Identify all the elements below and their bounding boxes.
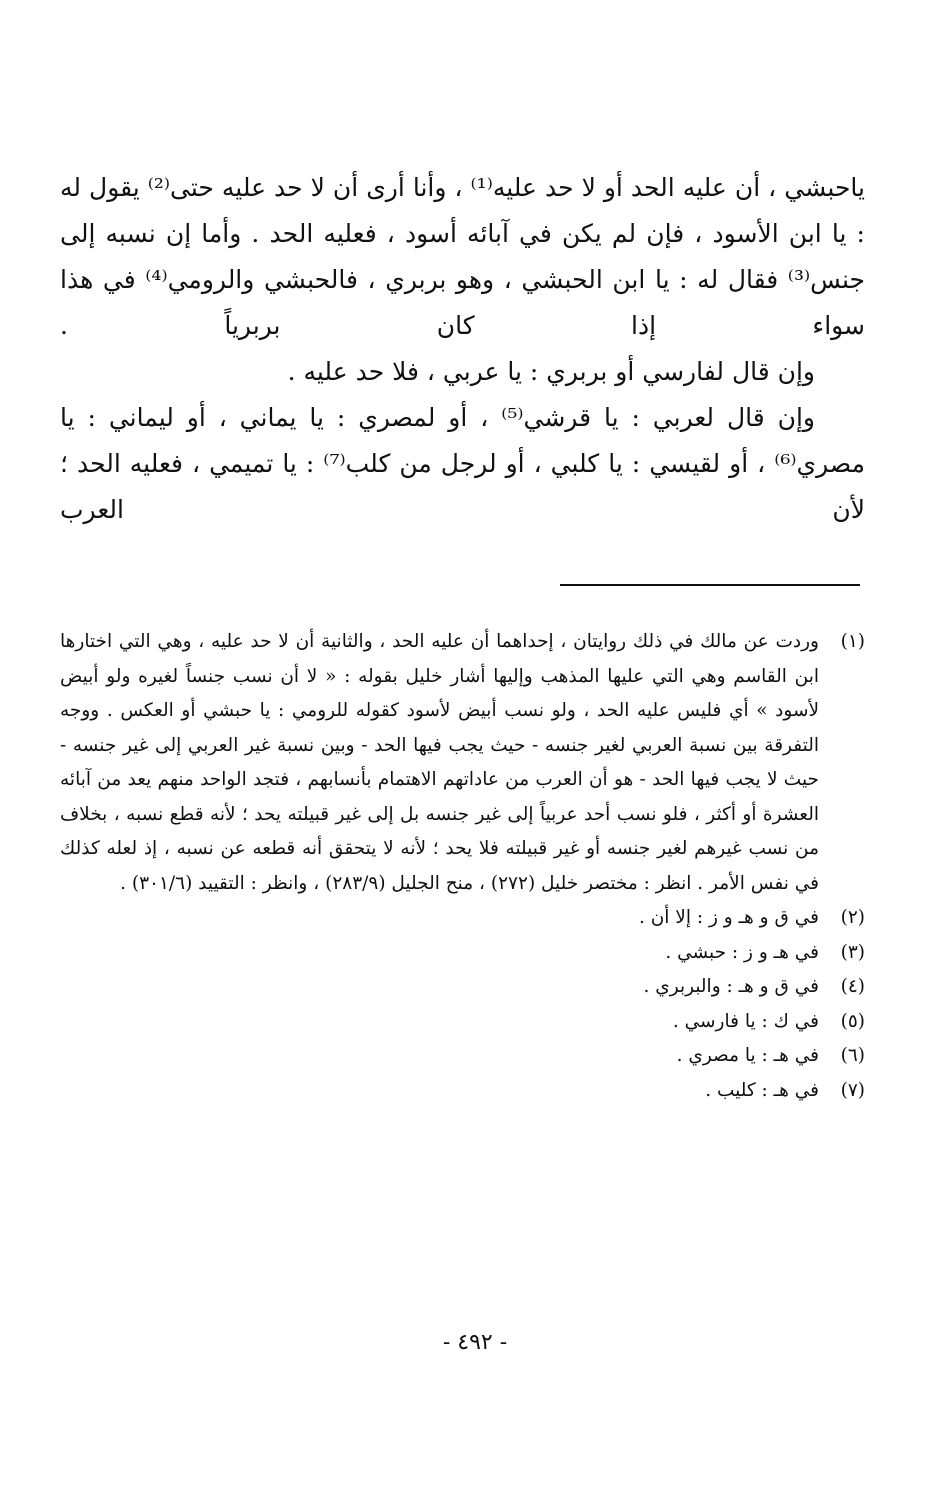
footnotes bbox=[60, 625, 865, 1108]
footnote-5 bbox=[60, 1005, 865, 1040]
footnote-text: وردت عن مالك في ذلك روايتان ، إحداهما أن عليه الحد ، والثانية أن لا حد عليه ، وهي التي اختارها ابن القاسم وهي التي عليها المذهب وإليها أشار خليل بقوله : « لا أن نسب جنساً لغيره ولو أبيض لأسود » أي فليس عليه الحد ، ولو نسب أبيض لأسود كقوله للرومي : يا حبشي أو العكس . ووجه التفرقة بين نسبة العربي لغير جنسه - حيث يجب فيها الحد - وبين نسبة غير العربي إلى غير جنسه - حيث لا يجب فيها الحد - هو أن العرب من عاداتهم الاهتمام بأنسابهم ، فتجد الواحد منهم يعد من آبائه العشرة أو أكثر ، فلو نسب أحد عربياً إلى غير جنسه بل إلى غير قبيلته يحد ؛ لأنه قطع نسبه ، بخلاف من نسب غيرهم لغير جنسه أو غير قبيلته فلا يحد ؛ لأنه لا يتحقق أنه قطعه عن نسبه ، إذ لعله كذلك في نفس الأمر . انظر : مختصر خليل (٢٧٢) ، منح الجليل (٢٨٣/٩) ، وانظر : التقييد (٣٠١/٦) . bbox=[60, 631, 819, 894]
footnote-3 bbox=[60, 936, 865, 971]
paragraph-1: ياحبشي ، أن عليه الحد أو لا حد عليه⁽¹⁾ ، وأنا أرى أن لا حد عليه حتى⁽²⁾ يقول له : يا ابن الأسود ، فإن لم يكن في آبائه أسود ، فعليه الحد . وأما إن نسبه إلى جنس⁽³⁾ فقال له : يا ابن الحبشي ، وهو بربري ، فالحبشي والرومي⁽⁴⁾ في هذا سواء إذا كان بربرياً . bbox=[60, 173, 865, 340]
paragraph-2: وإن قال لفارسي أو بربري : يا عربي ، فلا حد عليه . bbox=[287, 357, 815, 386]
footnote-number: (٦) bbox=[840, 1045, 865, 1066]
page-number: - ٤٩٢ - bbox=[442, 1330, 508, 1355]
footnote-6 bbox=[60, 1039, 865, 1074]
footnote-text: في هـ و ز : حبشي . bbox=[665, 941, 819, 963]
main-text bbox=[60, 165, 865, 533]
footnote-text: في هـ : كليب . bbox=[705, 1079, 819, 1101]
footnote-1 bbox=[60, 625, 865, 901]
footnote-text: في ق و هـ و ز : إلا أن . bbox=[638, 907, 819, 928]
footnote-number: (٥) bbox=[840, 1010, 865, 1032]
footnote-text: في ك : يا فارسي . bbox=[672, 1010, 819, 1032]
footnote-number: (١) bbox=[840, 631, 865, 652]
footnote-number: (٧) bbox=[840, 1079, 865, 1101]
footnote-text: في ق و هـ : والبربري . bbox=[643, 976, 819, 997]
footnote-text: في هـ : يا مصري . bbox=[676, 1045, 819, 1066]
footnote-number: (٤) bbox=[840, 976, 865, 997]
footnote-number: (٢) bbox=[840, 907, 865, 928]
paragraph-3: وإن قال لعربي : يا قرشي⁽⁵⁾ ، أو لمصري : يا يماني ، أو ليماني : يا مصري⁽⁶⁾ ، أو لقيسي : يا كلبي ، أو لرجل من كلب⁽⁷⁾ : يا تميمي ، فعليه الحد ؛ لأن العرب bbox=[60, 403, 865, 524]
footnote-2 bbox=[60, 901, 865, 936]
footnote-4 bbox=[60, 970, 865, 1005]
footnote-7 bbox=[60, 1074, 865, 1109]
footnote-separator bbox=[560, 584, 860, 586]
footnote-number: (٣) bbox=[840, 941, 865, 963]
